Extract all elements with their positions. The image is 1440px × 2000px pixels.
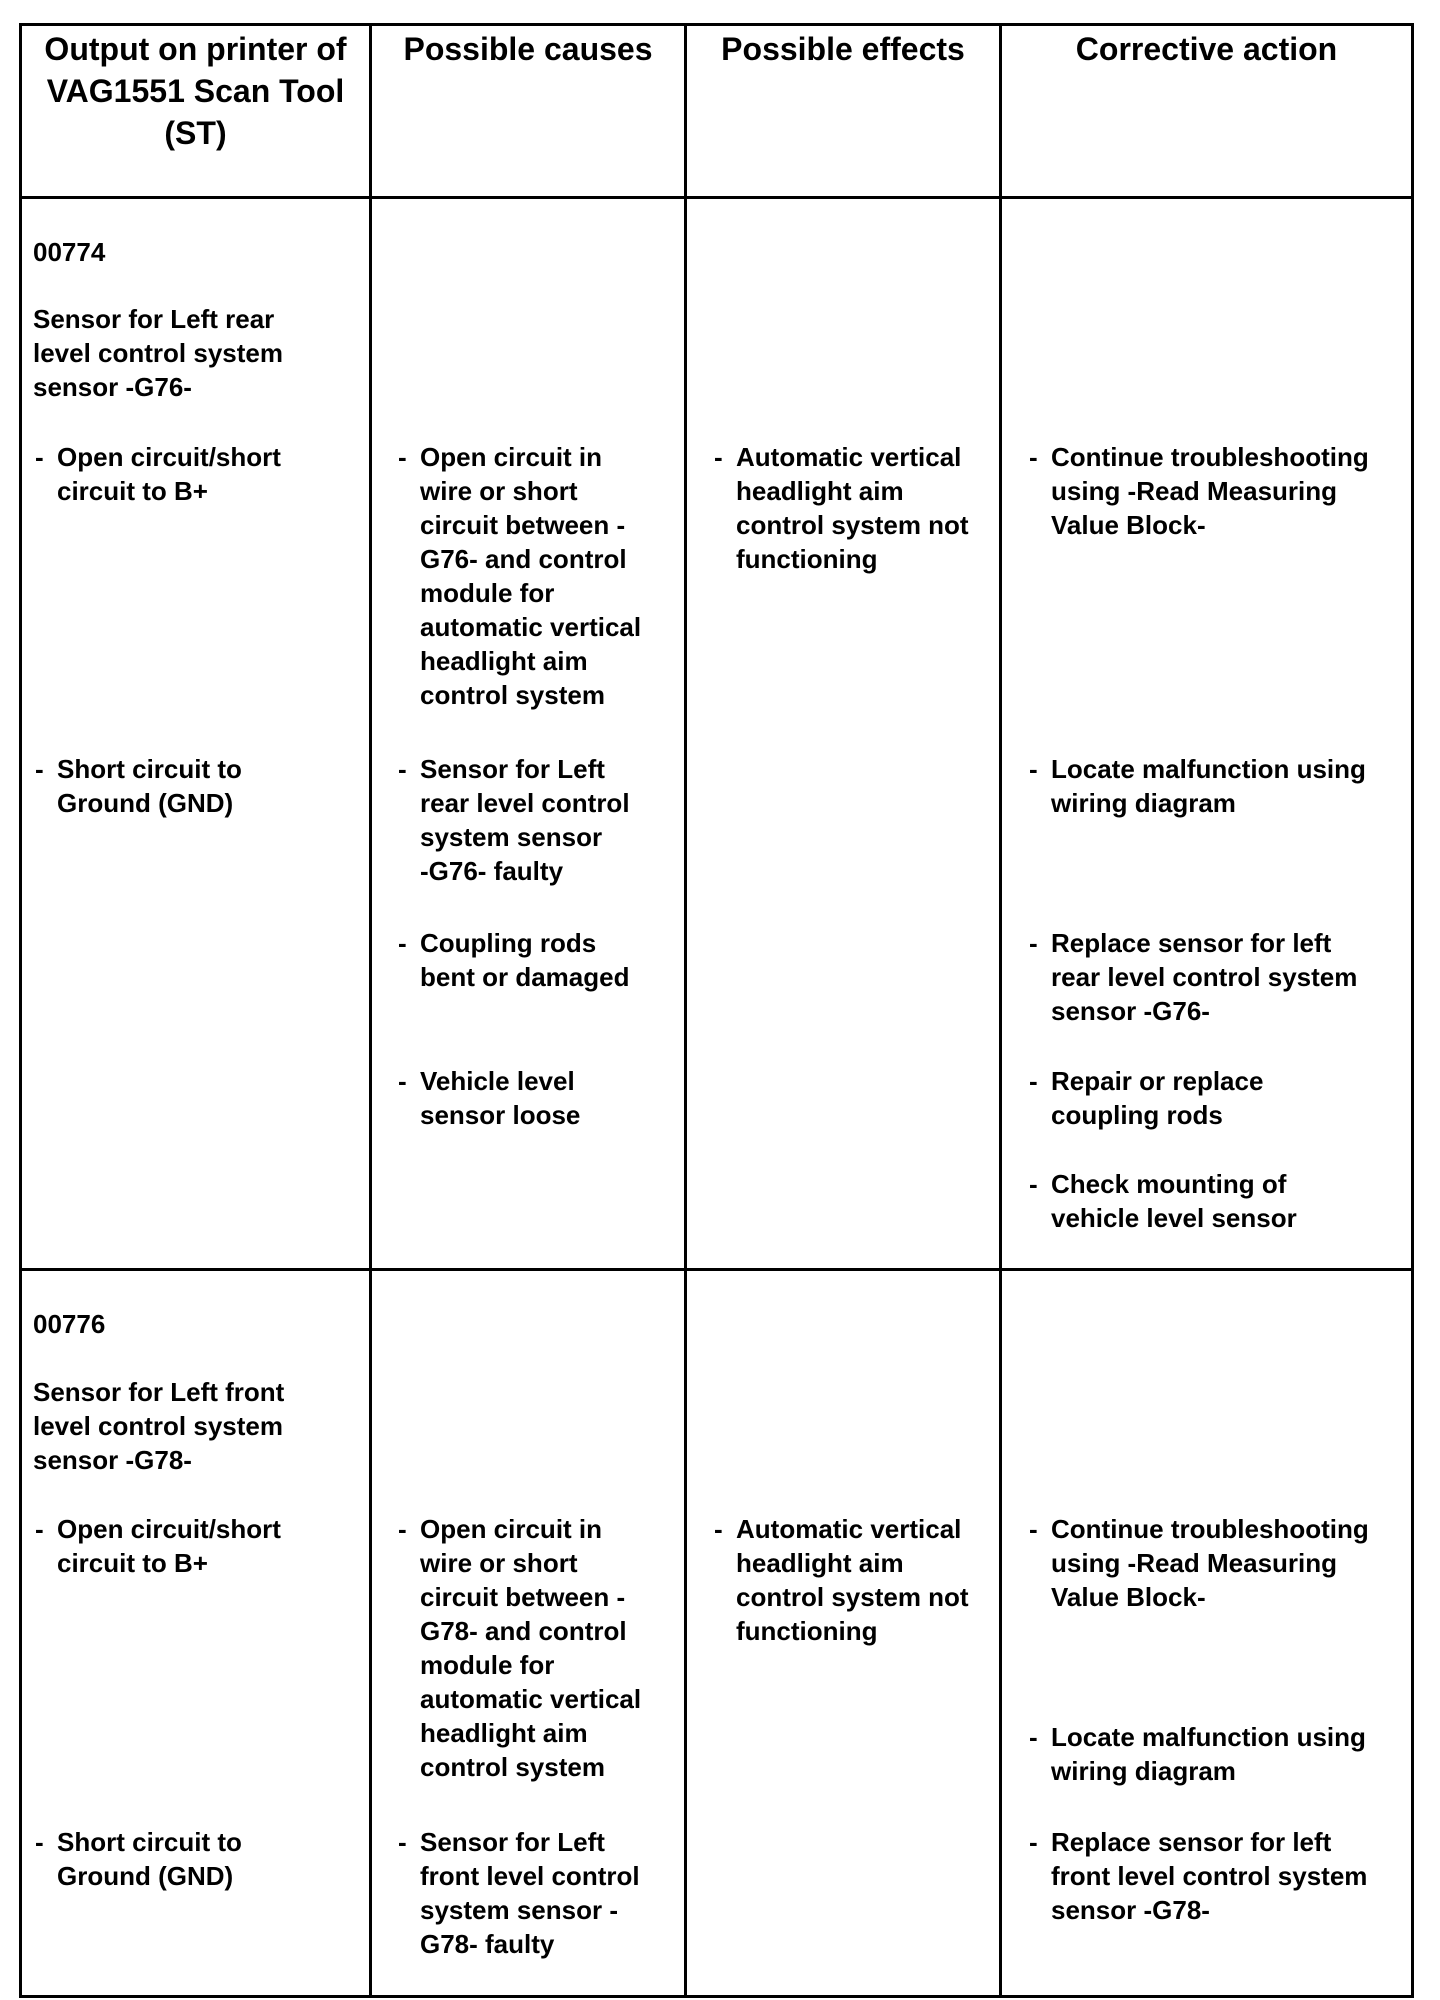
header-effects: Possible effects xyxy=(721,31,965,67)
fault-description: Sensor for Left rear level control system sensor -G76- xyxy=(33,304,283,402)
effect-item: - Automatic vertical headlight aim control system not functioning xyxy=(712,1512,969,1648)
effect-item: - Automatic vertical headlight aim control system not functioning xyxy=(712,440,969,576)
action-item: - Continue troubleshooting using -Read Measuring Value Block- xyxy=(1027,440,1369,542)
action-item: - Locate malfunction using wiring diagram xyxy=(1027,1720,1366,1788)
output-item: - Open circuit/short circuit to B+ xyxy=(33,1512,281,1580)
header-bottom-border xyxy=(19,196,1414,199)
cause-item: - Coupling rods bent or damaged xyxy=(396,926,629,994)
table-bottom-border xyxy=(19,1995,1414,1998)
output-item: - Short circuit to Ground (GND) xyxy=(33,752,242,820)
action-item: - Check mounting of vehicle level sensor xyxy=(1027,1167,1297,1235)
fault-description: Sensor for Left front level control system sensor -G78- xyxy=(33,1377,285,1475)
action-item: - Locate malfunction using wiring diagram xyxy=(1027,752,1366,820)
table-left-border xyxy=(19,23,22,1998)
column-divider-2 xyxy=(684,23,687,1998)
table-top-border xyxy=(19,23,1414,26)
header-action: Corrective action xyxy=(1075,31,1338,67)
output-item: - Short circuit to Ground (GND) xyxy=(33,1825,242,1893)
cause-item: - Sensor for Left front level control system sensor - G78- faulty xyxy=(396,1825,640,1961)
header-causes: Possible causes xyxy=(403,31,653,67)
row-divider xyxy=(19,1268,1414,1271)
cause-item: - Open circuit in wire or short circuit between - G76- and control module for automatic vertical headlight aim control system xyxy=(396,440,641,712)
action-item: - Replace sensor for left rear level control system sensor -G76- xyxy=(1027,926,1357,1028)
fault-code: 00774 xyxy=(33,237,106,267)
column-divider-3 xyxy=(999,23,1002,1998)
header-output: Output on printer of VAG1551 Scan Tool (ST) xyxy=(44,31,347,151)
table-right-border xyxy=(1411,23,1414,1998)
cause-item: - Sensor for Left rear level control system sensor -G76- faulty xyxy=(396,752,630,888)
column-divider-1 xyxy=(369,23,372,1998)
action-item: - Repair or replace coupling rods xyxy=(1027,1064,1263,1132)
cause-item: - Vehicle level sensor loose xyxy=(396,1064,580,1132)
fault-code: 00776 xyxy=(33,1309,106,1339)
action-item: - Continue troubleshooting using -Read Measuring Value Block- xyxy=(1027,1512,1369,1614)
cause-item: - Open circuit in wire or short circuit between - G78- and control module for automatic vertical headlight aim control system xyxy=(396,1512,641,1784)
output-item: - Open circuit/short circuit to B+ xyxy=(33,440,281,508)
action-item: - Replace sensor for left front level control system sensor -G78- xyxy=(1027,1825,1367,1927)
